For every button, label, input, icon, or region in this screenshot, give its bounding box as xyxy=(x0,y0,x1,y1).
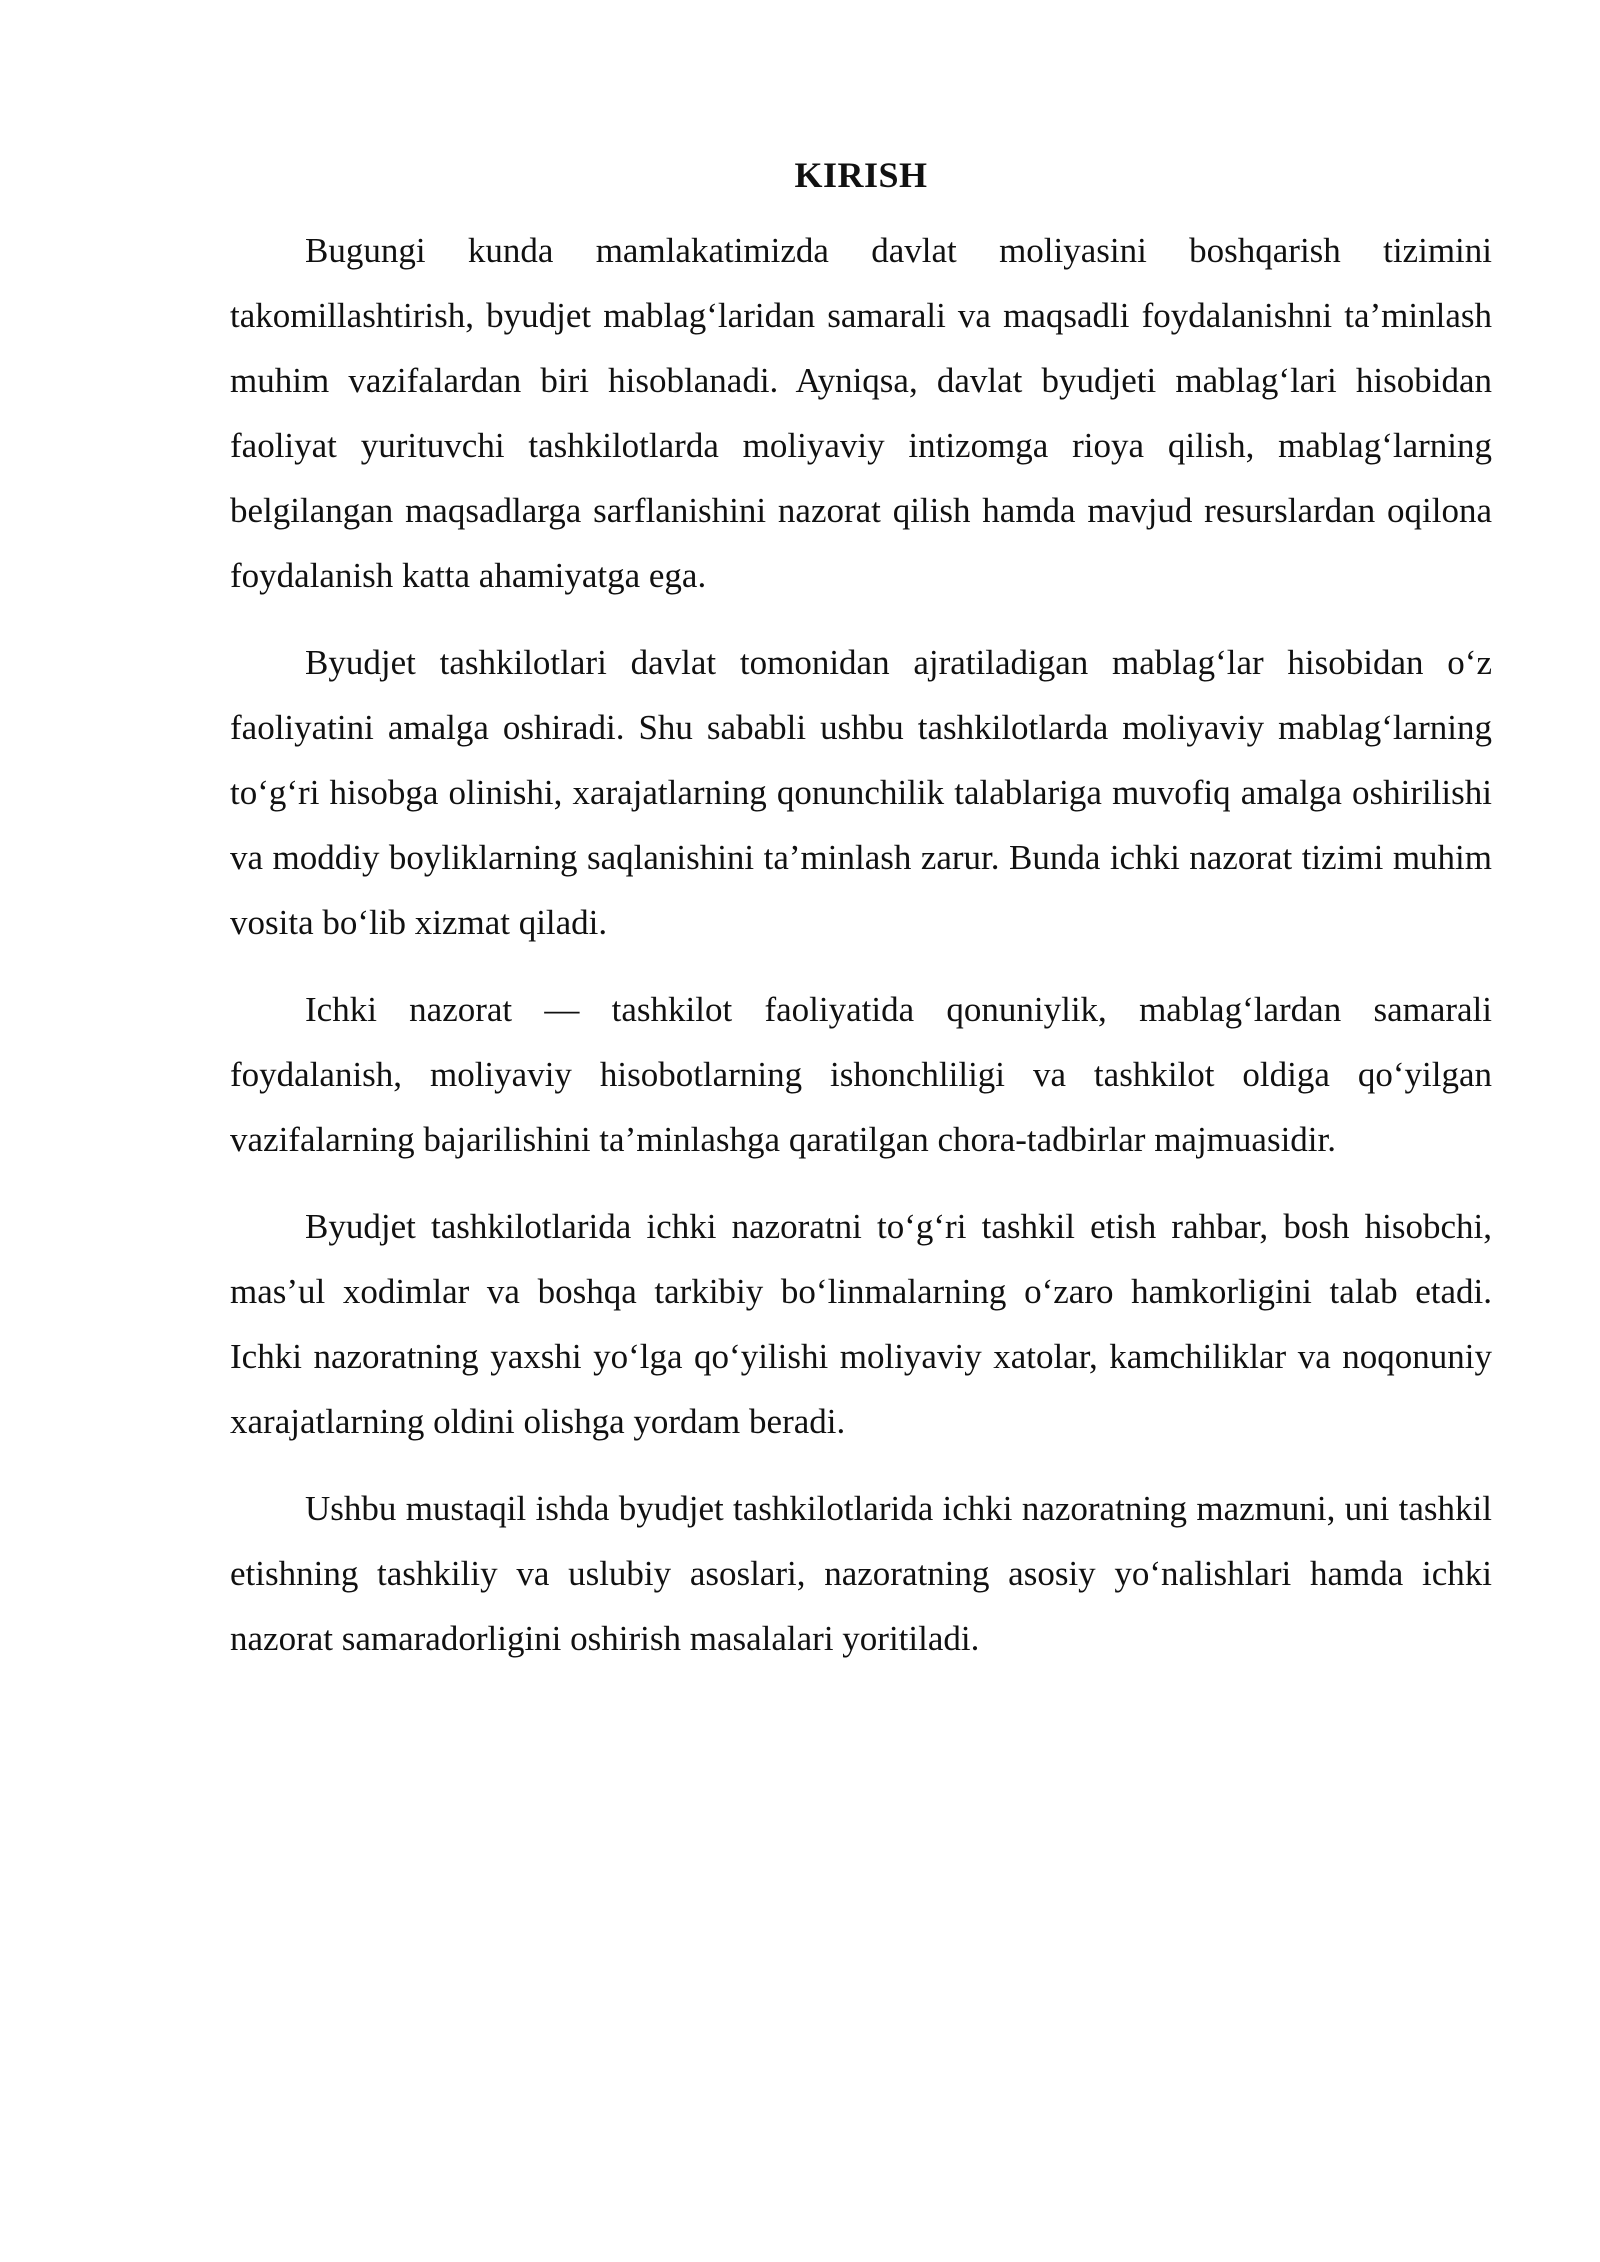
paragraph-3: Ichki nazorat — tashkilot faoliyatida qonuniylik, mablag‘lardan samarali foydalanish, moliyaviy hisobotlarning ishonchliligi va tashkilot oldiga qo‘yilgan vazifalarning bajarilishini ta’minlashga qaratilgan chora-tadbirlar majmuasidir. xyxy=(230,990,1492,1159)
document-body xyxy=(230,150,1492,1693)
document-title: KIRISH xyxy=(794,155,928,195)
paragraph-2: Byudjet tashkilotlari davlat tomonidan ajratiladigan mablag‘lar hisobidan o‘z faoliyatini amalga oshiradi. Shu sababli ushbu tashkilotlarda moliyaviy mablag‘larning to‘g‘ri hisobga olinishi, xarajatlarning qonunchilik talablariga muvofiq amalga oshirilishi va moddiy boyliklarning saqlanishini ta’minlash zarur. Bunda ichki nazorat tizimi muhim vosita bo‘lib xizmat qiladi. xyxy=(230,643,1492,942)
paragraph-1: Bugungi kunda mamlakatimizda davlat moliyasini boshqarish tizimini takomillashtirish, byudjet mablag‘laridan samarali va maqsadli foydalanishni ta’minlash muhim vazifalardan biri hisoblanadi. Ayniqsa, davlat byudjeti mablag‘lari hisobidan faoliyat yurituvchi tashkilotlarda moliyaviy intizomga rioya qilish, mablag‘larning belgilangan maqsadlarga sarflanishini nazorat qilish hamda mavjud resurslardan oqilona foydalanish katta ahamiyatga ega. xyxy=(230,231,1492,595)
paragraph-5: Ushbu mustaqil ishda byudjet tashkilotlarida ichki nazoratning mazmuni, uni tashkil etishning tashkiliy va uslubiy asoslari, nazoratning asosiy yo‘nalishlari hamda ichki nazorat samaradorligini oshirish masalalari yoritiladi. xyxy=(230,1489,1492,1658)
paragraph-4: Byudjet tashkilotlarida ichki nazoratni to‘g‘ri tashkil etish rahbar, bosh hisobchi, mas’ul xodimlar va boshqa tarkibiy bo‘linmalarning o‘zaro hamkorligini talab etadi. Ichki nazoratning yaxshi yo‘lga qo‘yilishi moliyaviy xatolar, kamchiliklar va noqonuniy xarajatlarning oldini olishga yordam beradi. xyxy=(230,1207,1492,1441)
